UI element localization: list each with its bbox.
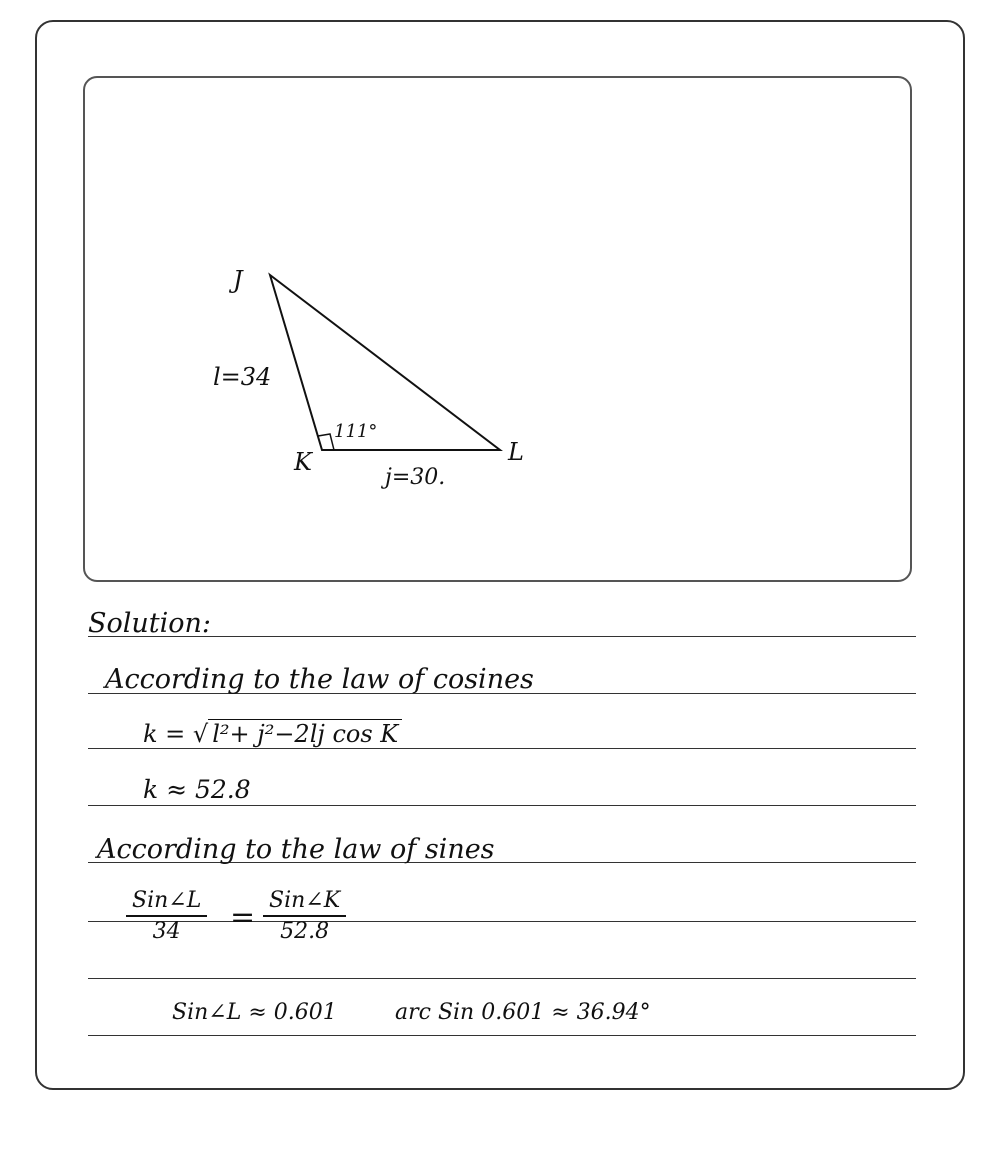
law-of-sines-intro: According to the law of sines <box>97 834 495 865</box>
cosine-formula <box>143 720 402 748</box>
ruled-line <box>88 1035 916 1036</box>
ruled-line <box>88 921 916 922</box>
solution-heading: Solution: <box>88 608 212 639</box>
side-l-label: l=34 <box>213 363 272 391</box>
triangle-jkl <box>270 275 500 450</box>
ruled-line <box>88 978 916 979</box>
side-j-label: j=30. <box>385 465 446 490</box>
ruled-line <box>88 805 916 806</box>
cosine-formula-lhs: k = <box>143 720 186 748</box>
sin-l-value: Sin∠L ≈ 0.601 <box>172 1000 337 1025</box>
fraction-sin-k-numerator: Sin∠K <box>263 888 346 917</box>
fraction-sin-l <box>126 888 207 944</box>
fraction-sin-k-denominator: 52.8 <box>280 919 330 944</box>
equals-sign: = <box>230 900 256 935</box>
law-of-cosines-intro: According to the law of cosines <box>105 664 534 695</box>
vertex-j-label: J <box>233 266 243 294</box>
fraction-sin-l-numerator: Sin∠L <box>126 888 207 917</box>
cosine-formula-radicand: l²+ j²−2lj cos K <box>208 719 402 748</box>
vertex-k-label: K <box>294 448 312 476</box>
fraction-sin-k <box>263 888 346 944</box>
arcsin-result: arc Sin 0.601 ≈ 36.94° <box>395 1000 651 1025</box>
vertex-l-label: L <box>508 438 524 466</box>
ruled-line <box>88 748 916 749</box>
angle-k-label: 111° <box>334 421 378 442</box>
k-result: k ≈ 52.8 <box>143 775 251 804</box>
sqrt-symbol: √ l²+ j²−2lj cos K <box>193 720 402 748</box>
ruled-line <box>88 636 916 637</box>
fraction-sin-l-denominator: 34 <box>152 919 181 944</box>
